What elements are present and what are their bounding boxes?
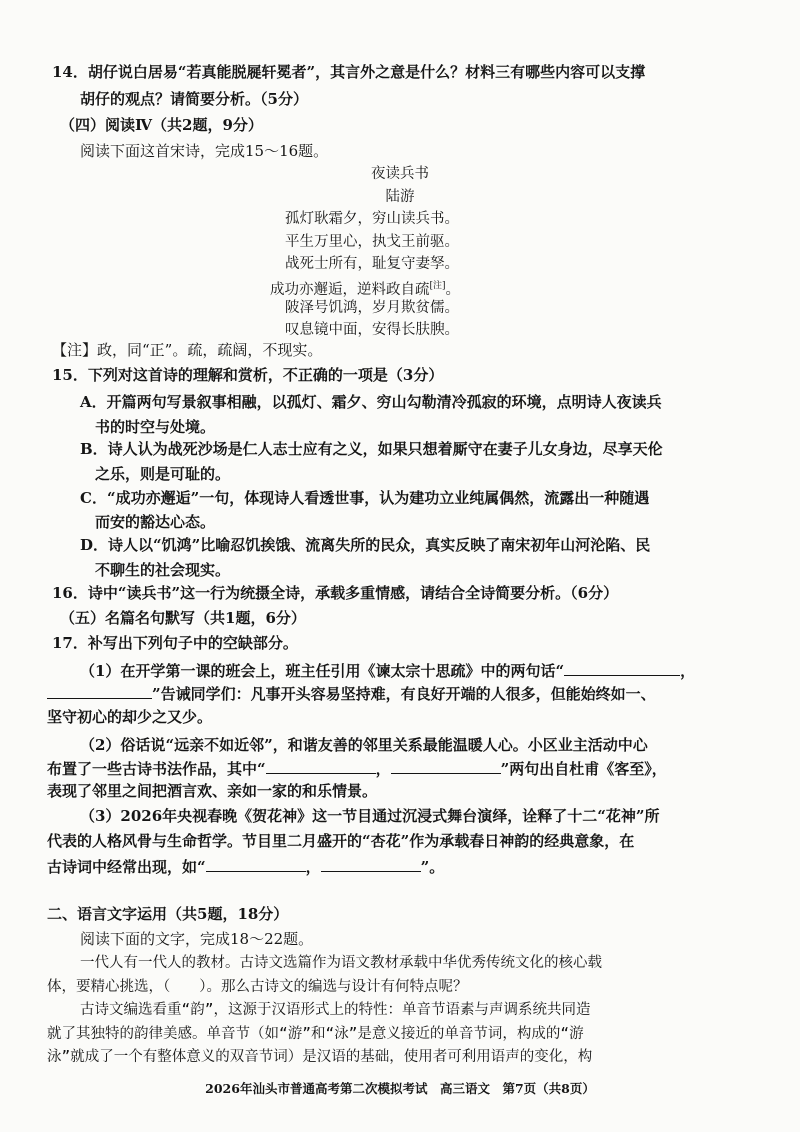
- part2-intro: 阅读下面的文字，完成18～22题。: [80, 930, 314, 948]
- q17-item2-text: ”两句出自杜甫《客至》，: [500, 760, 667, 778]
- passage-line: 一代人有一代人的教材。古诗文选篇作为语文教材承载中华优秀传统文化的核心载: [80, 955, 602, 971]
- q17-item3-text: ”。: [420, 858, 445, 876]
- poem-author: 陆游: [385, 189, 415, 205]
- q17-stem: 17．补写出下列句子中的空缺部分。: [52, 634, 298, 652]
- section4-intro: 阅读下面这首宋诗，完成15～16题。: [80, 142, 329, 160]
- q14-line2: 胡仔的观点？请简要分析。（5分）: [80, 90, 308, 108]
- q16: 16．诗中“读兵书”这一行为统摄全诗，承载多重情感，请结合全诗简要分析。（6分）: [52, 584, 619, 602]
- q15-option-b-cont: 之乐，则是可耻的。: [95, 465, 231, 483]
- poem-line: 成功亦邂逅，逆料政自疏[注]。: [270, 281, 461, 298]
- part2-heading: 二、语言文字运用（共5题，18分）: [47, 905, 289, 923]
- q15-option-a: A．开篇两句写景叙事相融，以孤灯、霜夕、穷山勾勒清冷孤寂的环境，点明诗人夜读兵: [80, 393, 662, 411]
- section5-heading: （五）名篇名句默写（共1题，6分）: [60, 609, 306, 627]
- poem-line: 平生万里心，执戈王前驱。: [285, 234, 459, 250]
- answer-blank[interactable]: [321, 856, 421, 872]
- q17-item2-line3: 表现了邻里之间把酒言欢、亲如一家的和乐情景。: [47, 782, 378, 800]
- q17-item1-text: （1）在开学第一课的班会上，班主任引用《谏太宗十思疏》中的两句话“: [80, 662, 565, 680]
- answer-blank[interactable]: [266, 758, 376, 774]
- page-footer: 2026年汕头市普通高考第二次模拟考试 高三语文 第7页（共8页）: [205, 1081, 595, 1096]
- q17-item3-line2: 代表的人格风骨与生命哲学。节目里二月盛开的“杏花”作为承载春日神韵的经典意象，在: [47, 832, 635, 850]
- q17-item3-text: 古诗词中经常出现，如“: [47, 858, 206, 876]
- q14-line1: 14．胡仔说白居易“若真能脱屣轩冕者”，其言外之意是什么？材料三有哪些内容可以支撑: [52, 63, 646, 81]
- q17-item2-line2: [47, 758, 667, 779]
- section4-heading: （四）阅读Ⅳ（共2题，9分）: [60, 116, 263, 134]
- q17-item1-line2: [47, 683, 656, 704]
- poem-note: 【注】政，同“正”。疏，疏阔，不现实。: [52, 341, 323, 359]
- q17-item2-comma: ，: [375, 760, 391, 778]
- poem-line: 战死士所有，耻复守妻孥。: [285, 256, 459, 272]
- q15-option-d: D．诗人以“饥鸿”比喻忍饥挨饿、流离失所的民众，真实反映了南宋初年山河沦陷、民: [80, 536, 651, 554]
- q15-option-a-cont: 书的时空与处境。: [95, 418, 216, 436]
- passage-line: 古诗文编选看重“韵”，这源于汉语形式上的特性：单音节语素与声调系统共同造: [80, 1002, 591, 1018]
- q17-item3-comma: ，: [305, 858, 321, 876]
- answer-blank[interactable]: [564, 660, 680, 676]
- q15-option-b: B．诗人认为战死沙场是仁人志士应有之义，如果只想着厮守在妻子儿女身边，尽享天伦: [80, 440, 663, 458]
- q15-option-c-cont: 而安的豁达心态。: [95, 513, 216, 531]
- q15-stem: 15．下列对这首诗的理解和赏析，不正确的一项是（3分）: [52, 366, 444, 384]
- q17-item3-line1: （3）2026年央视春晚《贺花神》这一节目通过沉浸式舞台演绎，诠释了十二“花神”所: [80, 807, 660, 825]
- answer-blank[interactable]: [47, 683, 152, 699]
- q15-option-c: C．“成功亦邂逅”一句，体现诗人看透世事，认为建功立业纯属偶然，流露出一种随遇: [80, 489, 650, 507]
- q17-item3-line3: [47, 856, 444, 877]
- passage-line: 体，要精心挑选，（ ）。那么古诗文的编选与设计有何特点呢？: [47, 979, 468, 995]
- poem-line: 叹息镜中面，安得长肤腴。: [285, 322, 459, 338]
- q17-item1-comma: ，: [680, 662, 696, 680]
- poem-line: 孤灯耿霜夕，穷山读兵书。: [285, 211, 459, 227]
- poem-line: 陂泽号饥鸿，岁月欺贫儒。: [285, 300, 459, 316]
- poem-line-text: 成功亦邂逅，逆料政自疏: [270, 281, 430, 298]
- answer-blank[interactable]: [206, 856, 306, 872]
- note-marker: [注]: [429, 281, 446, 291]
- q15-option-d-cont: 不聊生的社会现实。: [95, 561, 231, 579]
- q17-item2-line1: （2）俗话说“远亲不如近邻”，和谐友善的邻里关系最能温暖人心。小区业主活动中心: [80, 736, 648, 754]
- q17-item2-text: 布置了一些古诗书法作品，其中“: [47, 760, 266, 778]
- passage-line: 就了其独特的韵律美感。单音节（如“游”和“泳”是意义接近的单音节词，构成的“游: [47, 1026, 584, 1042]
- q17-item1-text: ”告诫同学们：凡事开头容易坚持难，有良好开端的人很多，但能始终如一、: [152, 685, 656, 703]
- q17-item1-line3: 坚守初心的却少之又少。: [47, 708, 213, 726]
- passage-line: 泳”就成了一个有整体意义的双音节词）是汉语的基础，使用者可利用语声的变化，构: [47, 1049, 593, 1065]
- answer-blank[interactable]: [391, 758, 501, 774]
- poem-title: 夜读兵书: [371, 166, 429, 182]
- q17-item1-line1: [80, 660, 695, 681]
